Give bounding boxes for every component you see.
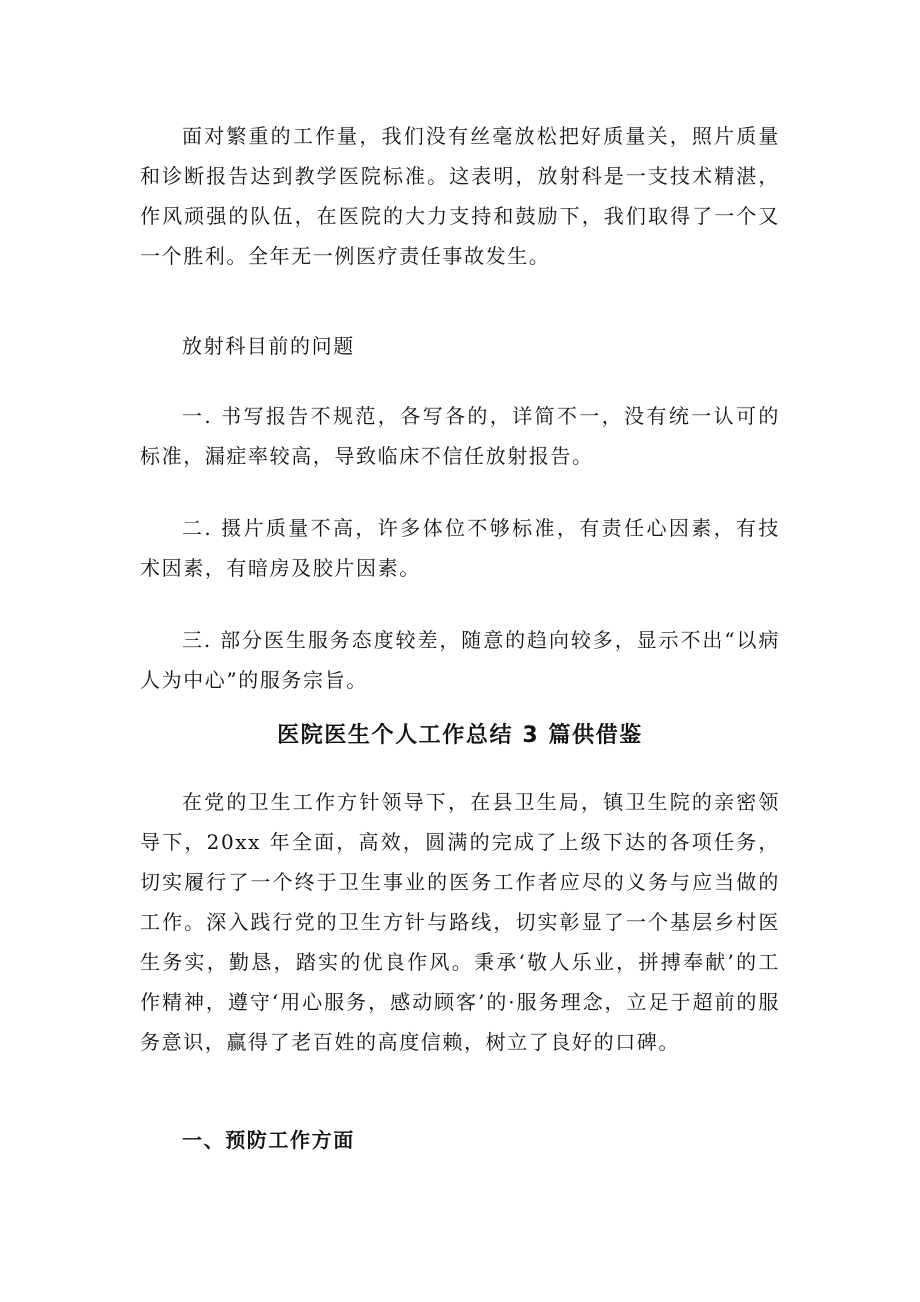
document-title: 医院医生个人工作总结 3 篇供借鉴 <box>277 723 643 748</box>
paragraph-problem-2: 二. 摄片质量不高，许多体位不够标准，有责任心因素，有技术因素，有暗房及胶片因素。 <box>140 516 780 580</box>
section-heading-prevention: 一、预防工作方面 <box>182 1128 355 1152</box>
paragraph-workload: 面对繁重的工作量，我们没有丝毫放松把好质量关，照片质量和诊断报告达到教学医院标准。这表明，放射科是一支技术精湛，作风顽强的队伍，在医院的大力支持和鼓励下，我们取得了一个又一个胜利。全年无一例医疗责任事故发生。 <box>140 124 780 268</box>
paragraph-problem-3: 三. 部分医生服务态度较差，随意的趋向较多，显示不出“以病人为中心”的服务宗旨。 <box>140 628 780 692</box>
paragraph-problem-1: 一. 书写报告不规范，各写各的，详简不一，没有统一认可的标准，漏症率较高，导致临床不信任放射报告。 <box>140 404 780 468</box>
paragraph-summary: 在党的卫生工作方针领导下，在县卫生局，镇卫生院的亲密领导下，20xx 年全面，高效，圆满的完成了上级下达的各项任务，切实履行了一个终于卫生事业的医务工作者应尽的义务与应当做的工作。深入践行党的卫生方针与路线，切实彰显了一个基层乡村医生务实，勤恳，踏实的优良作风。秉承‘敬人乐业，拼搏奉献’的工作精神，遵守‘用心服务，感动顾客’的·服务理念，立足于超前的服务意识，赢得了老百姓的高度信赖，树立了良好的口碑。 <box>140 790 780 1054</box>
paragraph-problems-heading: 放射科目前的问题 <box>182 334 355 358</box>
